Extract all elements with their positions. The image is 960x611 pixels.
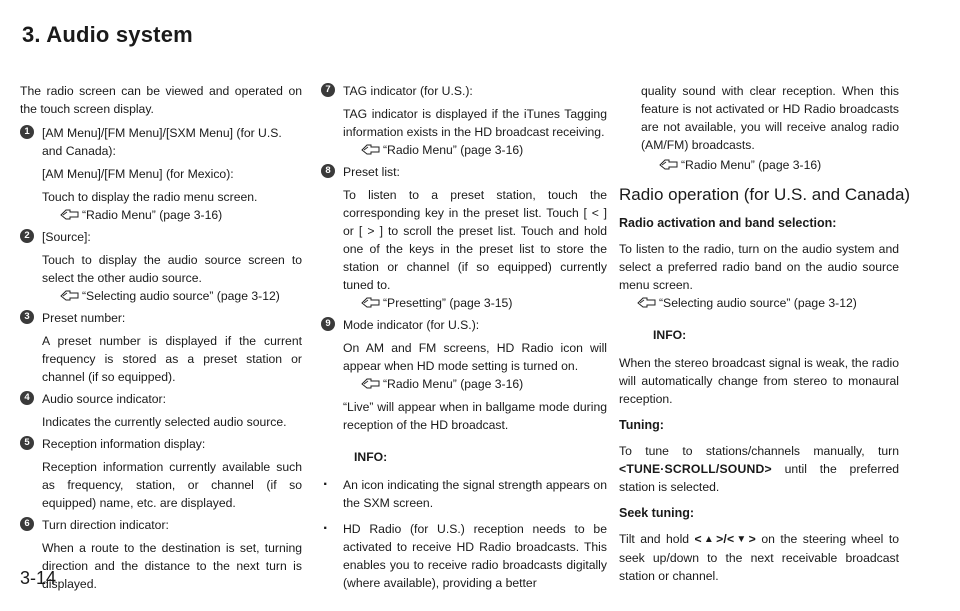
triangle-up-icon: ▲	[701, 534, 717, 545]
callout-number: 8	[321, 164, 335, 178]
callout-number: 5	[20, 436, 34, 450]
body-text	[619, 530, 899, 585]
list-item	[20, 124, 302, 224]
list-item	[321, 163, 607, 312]
item-title: Audio source indicator:	[42, 392, 166, 406]
column-left	[20, 82, 302, 597]
item-text: A preset number is displayed if the current frequency is stored as a preset station or channel (if so equipped).	[42, 334, 302, 384]
item-text: Touch to display the radio menu screen.	[42, 190, 258, 204]
reference-label: “Presetting” (page 3-15)	[383, 296, 513, 310]
subsection-heading: Seek tuning:	[619, 506, 695, 520]
subsection-heading: Radio activation and band selection:	[619, 216, 837, 230]
item-text: On AM and FM screens, HD Radio icon will appear when HD mode setting is turned on.	[343, 341, 607, 373]
reference-label: “Radio Menu” (page 3-16)	[383, 143, 524, 157]
item-text: Indicates the currently selected audio source.	[42, 415, 287, 429]
item-title: Mode indicator (for U.S.):	[343, 318, 480, 332]
callout-number: 2	[20, 229, 34, 243]
item-title: [AM Menu]/[FM Menu]/[SXM Menu] (for U.S. and Canada):	[42, 126, 282, 158]
page-title: 3. Audio system	[22, 22, 193, 47]
info-text: When the stereo broadcast signal is weak, the radio will automatically change from stereo to monaural reception.	[619, 356, 899, 406]
page-header	[0, 0, 960, 64]
item-title: Reception information display:	[42, 437, 206, 451]
callout-number: 4	[20, 391, 34, 405]
list-item	[321, 82, 607, 159]
cross-reference[interactable]	[619, 156, 899, 174]
cross-reference[interactable]	[42, 287, 302, 305]
reference-label: “Selecting audio source” (page 3-12)	[659, 296, 857, 310]
cross-reference[interactable]	[619, 294, 899, 312]
page-number: 3-14	[20, 568, 57, 588]
cross-reference[interactable]	[42, 206, 302, 224]
subsection-heading: Tuning:	[619, 418, 664, 432]
list-item	[20, 516, 302, 593]
item-text: Touch to display the audio source screen to select the other audio source.	[42, 253, 302, 285]
item-text: Reception information currently available such as frequency, station, or channel (if so equipped) name, etc. are displayed.	[42, 460, 302, 510]
reference-icon	[60, 289, 80, 301]
list-item	[20, 228, 302, 305]
seek-up-key: <▲>/<▼>	[694, 532, 756, 546]
callout-number: 9	[321, 317, 335, 331]
item-title: Preset number:	[42, 311, 126, 325]
reference-icon	[60, 208, 80, 220]
item-text: TAG indicator is displayed if the iTunes Tagging information exists in the HD broadcast receiving.	[343, 107, 607, 139]
triangle-down-icon: ▼	[734, 534, 749, 545]
cross-reference[interactable]	[343, 375, 607, 393]
item-text: To listen to a preset station, touch the corresponding key in the preset list. Touch [ < ] or [ > ] to scroll the preset list. Touch and hold one of the keys in the preset list to store the station or channel (if so equipped) currently tuned to.	[343, 188, 607, 292]
reference-icon	[361, 296, 381, 308]
reference-icon	[361, 143, 381, 155]
item-title: [Source]:	[42, 230, 91, 244]
body-text	[619, 442, 899, 496]
callout-number: 7	[321, 83, 335, 97]
info-bullet: . HD Radio (for U.S.) reception needs to be activated to receive HD Radio broadcasts. This enables you to receive radio broadcasts digitally (where available), providing a better	[321, 520, 607, 592]
seek-text: Tilt and hold	[619, 532, 690, 546]
item-title: TAG indicator (for U.S.):	[343, 84, 473, 98]
body-text: To listen to the radio, turn on the audio system and select a preferred radio band on the audio source menu screen.	[619, 242, 899, 292]
tune-scroll-key: <TUNE·SCROLL/SOUND>	[619, 462, 772, 476]
info-bullet: . An icon indicating the signal strength appears on the SXM screen.	[321, 476, 607, 512]
item-text: When a route to the destination is set, turning direction and the distance to the next turn is displayed.	[42, 541, 302, 591]
reference-icon	[637, 296, 657, 308]
reference-label: “Selecting audio source” (page 3-12)	[82, 289, 280, 303]
reference-icon	[659, 158, 679, 170]
continued-text: quality sound with clear reception. When this feature is not activated or HD Radio broadcasts are not available, you will receive analog radio (AM/FM) broadcasts.	[641, 84, 899, 152]
item-title: Turn direction indicator:	[42, 518, 169, 532]
reference-label: “Radio Menu” (page 3-16)	[383, 377, 524, 391]
info-label: INFO:	[653, 328, 687, 342]
reference-icon	[361, 377, 381, 389]
column-right	[619, 82, 911, 591]
section-title: Radio operation (for U.S. and Canada)	[619, 185, 911, 204]
column-middle	[321, 82, 607, 600]
cross-reference[interactable]	[343, 141, 607, 159]
callout-number: 1	[20, 125, 34, 139]
callout-number: 3	[20, 310, 34, 324]
item-text: “Live” will appear when in ballgame mode during reception of the HD broadcast.	[343, 400, 607, 432]
seek-text: on the steering wheel to seek up/down to the next receivable broadcast station or channel.	[619, 532, 899, 583]
list-item	[321, 316, 607, 434]
intro-text: The radio screen can be viewed and operated on the touch screen display.	[20, 84, 302, 116]
reference-label: “Radio Menu” (page 3-16)	[681, 158, 822, 172]
list-item	[20, 309, 302, 386]
cross-reference[interactable]	[343, 294, 607, 312]
item-text: [AM Menu]/[FM Menu] (for Mexico):	[42, 167, 234, 181]
info-label: INFO:	[354, 450, 388, 464]
reference-label: “Radio Menu” (page 3-16)	[82, 208, 223, 222]
item-title: Preset list:	[343, 165, 400, 179]
list-item	[20, 390, 302, 431]
callout-number: 6	[20, 517, 34, 531]
list-item	[20, 435, 302, 512]
tuning-text: To tune to stations/channels manually, turn	[619, 444, 899, 458]
tuning-text: until the preferred station is selected.	[619, 462, 899, 494]
